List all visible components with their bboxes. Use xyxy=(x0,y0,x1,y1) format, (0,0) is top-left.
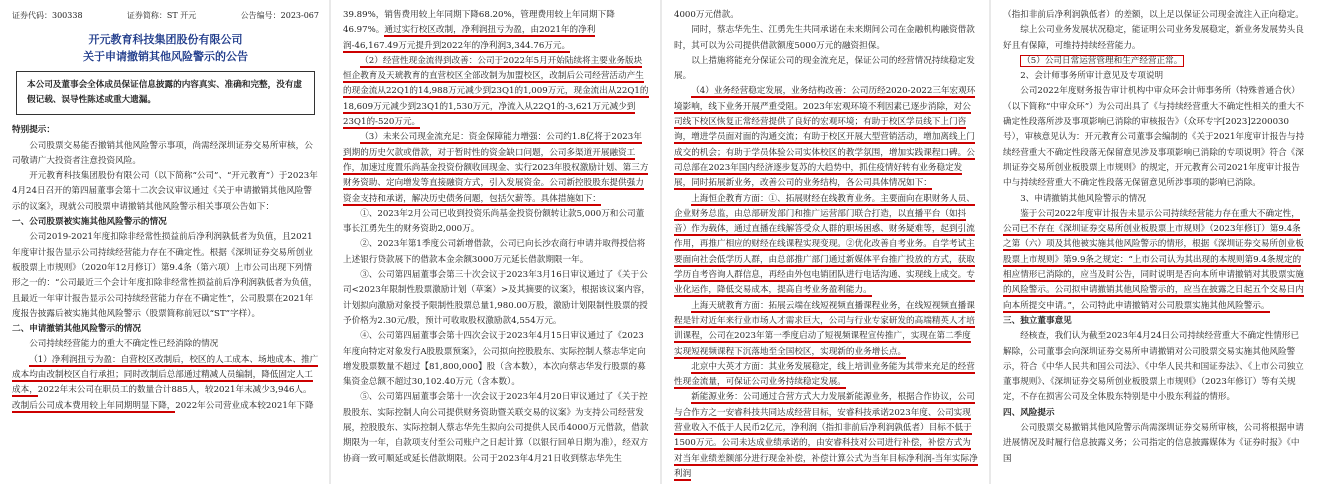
paragraph: ③、公司第四届董事会第三十次会议于2023年3月16日审议通过了《关于公司<2023年限制性股票激励计划（草案）>及其摘要的议案》，根据该议案内容，计划拟向激励对象授予限制性股票总量1,980.00万股，激励计划限制性股票的授予价格为2.30元/股，预计可收取股权激励款4,554万元。 xyxy=(343,270,650,326)
announcement-title: 关于申请撤销其他风险警示的公告 xyxy=(83,50,248,64)
page-1 xyxy=(0,0,329,484)
paragraph: ⑤、公司第四届董事会第十一次会议于2023年4月20日审议通过了《关于控股股东、实际控制人向公司提供财务资助暨关联交易的议案》为支持公司经营发展，控股股东、实际控制人蔡志华先生拟向公司提供人民币4000万元借款，借款期限为一年，自款项支付至公司账户之日起计算（以银行回单日期为准），经双方协商一致可顺延或延长借款期限。公司于2023年4月21日收到蔡志华先生 xyxy=(343,392,649,464)
tips-heading: 特别提示： xyxy=(12,125,55,136)
highlight: （5）公司日常运营管理和生产经营正常。 xyxy=(1022,55,1183,66)
paragraph: 3、申请撤销其他风险警示的情况 xyxy=(1020,193,1146,204)
stock-code: 证券代码：300338 xyxy=(12,11,83,20)
paragraph: 经核查，我们认为截至2023年4月24日公司持续经营重大不确定性情形已解除，公司董事会向深圳证券交易所申请撤销对公司股票交易实施其他风险警示，符合《中华人民共和国公司法》、《中华人民共和国证券法》、《上市公司独立董事规则》、《深圳证券交易所创业板股票上市规则》（2023年修订）等有关规定，不存在损害公司及全体股东特别是中小股东利益的情形。 xyxy=(1003,331,1304,403)
highlight: （2）经营性现金流得到改善：公司于2022年5月开始陆续将主要业务版块恒企教育及天琥教育的直营校区全部改制为加盟校区，改制后公司经营活动产生的现金流从22Q1的14,988万元减少到23Q1的1,009万元，现金流出从22Q1的18,609万元减少到23Q1的1,530万元，净流入从22Q1的-3,621万元减少到23Q1的-520万元。 xyxy=(343,55,649,128)
section-1-text: 公司2019-2021年度扣除非经常性损益前后净利润孰低者为负值，且2021年度审计报告显示公司持续经营能力存在不确定性。根据《深圳证券交易所创业板股票上市规则》（2020年12月修订）第9.4条（第六项）上市公司出现下列情形之一的：“公司最近三个会计年度扣除非经常性损益前后净利润孰低者为负值，且最近一年审计报告显示公司持续经营能力存在不确定性”，公司股票在2021年度报告披露后被实施其他风险警示（股票简称前冠以“ST”字样）。 xyxy=(12,232,318,319)
announcement-number: 公告编号：2023-067 xyxy=(240,11,319,20)
paragraph xyxy=(674,390,979,482)
paragraph xyxy=(343,54,650,130)
highlight: 上海天琥教育方面：拓展云端在线短视频直播课程业务，在线短视频直播课程是针对近年来行业市场人才需求巨大，公司与行业专家研发的高端精英人才培训课程，公司在2023年第一季度启动了短视频课程宣传推广，实现在第二季度实现短视频课程下沉落地至全国校区，实现新的业务增长点。 xyxy=(674,300,975,357)
highlight: 鉴于公司2022年度审计报告未显示公司持续经营能力存在重大不确定性，公司已不存在《深圳证券交易所创业板股票上市规则》（2023年修订）第9.4条之第（六）项及其他被实施其他风险警示的情形，根据《深圳证券交易所创业板股票上市规则》第9.9条之规定：“上市公司认为其出现的本规则第9.4条规定的相应情形已消除的，应当及时公告，同时说明是否向本所申请撤销对其股票实施的风险警示。公司拟申请撤销其他风险警示的，应当在披露之日起五个交易日内向本所提交申请。”，公司特此申请撤销对公司股票实施其他风险警示。 xyxy=(1003,208,1304,311)
highlight: （4）业务经营稳定发展，业务结构改善：公司历经2020-2022三年宏观环境影响，线下业务开展严重受阻。2023年宏观环境不利因素已逐步消除，对公司线下校区恢复正常经营提供了良好的宏观环境；有助于校区学员线下上门咨询，增进学员面对面的沟通交流；有助于校区开展大型营销活动，增加离线上门成交的机会；有助于学员体验公司实体校区的教学氛围，增加实践课程口碑。公司总部在2023年国内经济逐步复苏的大趋势中，抓住疫情好转有业务稳定发展，同时拓展新业务，改善公司的业务结构，各公司具体情况如下： xyxy=(674,86,976,189)
highlight: 通过实行校区改制，净利润扭亏为盈，由2021年的净利润-46,167.49万元提升到2022年的净利润3,344.76万元。 xyxy=(343,25,596,51)
section-2-sub: 公司持续经营能力的重大不确定性已经消除的情况 xyxy=(29,339,219,350)
stock-short-name: 证券简称：ST 开元 xyxy=(126,11,197,20)
text-run: 2022年末公司在职员工的数量合计885人，较2021年末减少3,946人。 xyxy=(37,385,312,396)
paragraph xyxy=(343,8,650,54)
paragraph: ④、公司第四届董事会第十四次会议于2023年4月15日审议通过了《2023年度向特定对象发行A股股票预案》，公司拟向控股股东、实际控制人蔡志华定向增发股票数量不超过【81,800,000】股（含本数），本次向蔡志华发行股票的募集资金总额不超过30,102.40万元（含本数）。 xyxy=(343,331,646,388)
paragraph xyxy=(343,130,650,206)
text-run: 2022年公司营业成本较2021年下降 xyxy=(175,400,314,411)
paragraph: ②、2023年第1季度公司新增借款，公司已向长沙农商行申请并取得授信将上述银行贷款展下的借款本金余额3000万元延长借款期限一年。 xyxy=(343,239,646,265)
paragraph: 公司股票交易撤销其他风险警示尚需深圳证券交易所审核，公司将根据申请进展情况及时履行信息披露义务；公司指定的信息披露媒体为《证券时报》《中国 xyxy=(1003,423,1304,464)
company-name: 开元教育科技集团股份有限公司 xyxy=(88,33,243,47)
page-4 xyxy=(991,0,1317,484)
paragraph: ①、2023年2月公司已收到投资乐尚基金投资份额转让款5,000万和公司董事长江勇先生的财务资助2,000万。 xyxy=(343,208,645,235)
page-2 xyxy=(331,0,660,484)
paragraph xyxy=(1003,54,1307,69)
paragraph xyxy=(674,192,979,299)
highlight: 改制后公司成本费用较上年同期明显下降， xyxy=(12,400,176,411)
text-run: 39.89%，销售费用较上年同期下降68.20%，管理费用较上年同期下降46.97%。 xyxy=(343,10,615,36)
highlight: 北京中大英才方面：其业务发展稳定，线上培训业务能为其带来充足的经营性现金流量，可保证公司业务持续稳定发展。 xyxy=(674,361,975,388)
paragraph: 2、会计师事务所审计意见及专项说明 xyxy=(1020,71,1164,82)
paragraph: 同时，蔡志华先生、江勇先生共同承诺在未来期间公司在金融机构融资借款时，其可以为公司提供借款额度5000万元的融资担保。 xyxy=(674,25,975,51)
paragraph: 综上公司业务发展状况稳定，能证明公司业务发展稳定，新业务发展势头良好且有保障，可维持持续经营能力。 xyxy=(1003,25,1304,51)
section-4-heading: 四、风险提示 xyxy=(1003,407,1055,418)
paragraph: 4000万元借款。 xyxy=(674,10,739,20)
paragraph: 以上措施将能充分保证公司的现金流充足，保证公司的经营情况持续稳定发展。 xyxy=(674,55,975,82)
highlight: 新能源业务：公司通过合营方式大力发展新能源业务，根据合作协议，公司与合作方之一安睿科技共同达成经营目标，安睿科技承诺2023年度、公司实现营业收入不低于人民币2亿元，净利润（指扣非前后净利润孰低者）目标不低于1500万元。公司未达成业绩承诺的，由安睿科技对公司进行补偿，补偿方式为对当年业绩差额部分进行现金补偿，补偿计算公式为当年目标净利润-当年实际净利润 xyxy=(674,392,978,479)
section-3-heading: 三、独立董事意见 xyxy=(1003,315,1072,326)
page-header xyxy=(12,8,319,23)
section-1-heading: 一、公司股票被实施其他风险警示的情况 xyxy=(12,217,167,228)
paragraph xyxy=(674,360,979,391)
intro-text: 开元教育科技集团股份有限公司（以下简称“公司”、“开元教育”）于2023年4月24日召开的第四届董事会第十二次会议审议通过《关于申请撤销其他风险警示的议案》，现就公司股票申请撤销其他风险警示相关事项公告如下： xyxy=(12,171,318,212)
section-2-heading: 二、申请撤销其他风险警示的情况 xyxy=(12,324,141,335)
paragraph xyxy=(1003,207,1307,314)
tips-text: 公司股票交易能否撤销其他风险警示事项，尚需经深圳证券交易所审核，公司敬请广大投资者注意投资风险。 xyxy=(12,140,313,166)
highlight: 上海恒企教育方面：①、拓展财经在线教育业务。主要面向在职财务人员、企业财务总监，由总部研发部门和推广运营部门联合打造，以直播平台（如抖音）作为载体，通过直播在线解答受众人群的职场困惑、财务疑难等，起到引流作用，再推广相应的财经在线课程实现变现。②优化改善自考业务。自学考试主要面向社会低学历人群，由总部推广部门通过新媒体平台推广投放的方式，获取学历自考咨询人群信息，再经由外包电销团队进行电话沟通、实现线上成交。专业化运作，降低交易成本，提高自考业务盈利能力。 xyxy=(674,193,975,296)
highlight: （3）未来公司现金流充足：资金保障能力增强：公司约1.8亿将于2023年到期的历史欠款或借款，对于暂时性的资金缺口问题，公司多渠道开展融资工作，加速过度置乐尚基金投资份额收回现金、实行2023年股权激励计划、第三方财务资助、定向增发等直接融资方式，引入发展资金。公司新控股股东提供强力资金支持和承诺，解决历史债务问题，包括欠薪等。具体措施如下： xyxy=(343,132,649,204)
paragraph xyxy=(674,84,979,191)
paragraph xyxy=(674,299,979,360)
board-statement: 本公司及董事会全体成员保证信息披露的内容真实、准确和完整，没有虚假记载、误导性陈述或重大遗漏。 xyxy=(16,71,315,115)
paragraph: （指扣非前后净利润孰低者）的差额，以上足以保证公司现金流注入正向稳定。 xyxy=(1003,10,1304,20)
highlight: （1）净利润扭亏为盈：自营校区改制后，校区的人工成本、场地成本、推广成本均由改制校区自行承担； xyxy=(12,354,319,381)
paragraph: 公司2022年度财务报告审计机构中审众环会计师事务所（特殊普通合伙）（以下简称“中审众环”）为公司出具了《与持续经营重大不确定性相关的重大不确定性段落所涉及事项影响已消除的审核报告》（众环专字[2023]2200030号），审核意见认为：开元教育公司董事会编制的《关于2021年度审计报告与持续经营重大不确定性段落无保留意见涉及事项影响已消除的专项说明》符合《深圳证券交易所创业板股票上市规则》的规定，开元教育公司2021年度审计报告中与持续经营重大不确定性段落无保留意见所涉事项的影响已消除。 xyxy=(1003,86,1305,189)
section-2-text xyxy=(12,353,319,414)
highlight: 同时改制后总部通过精减人员编制，降低固定人工成本， xyxy=(12,370,313,396)
page-3 xyxy=(662,0,989,484)
